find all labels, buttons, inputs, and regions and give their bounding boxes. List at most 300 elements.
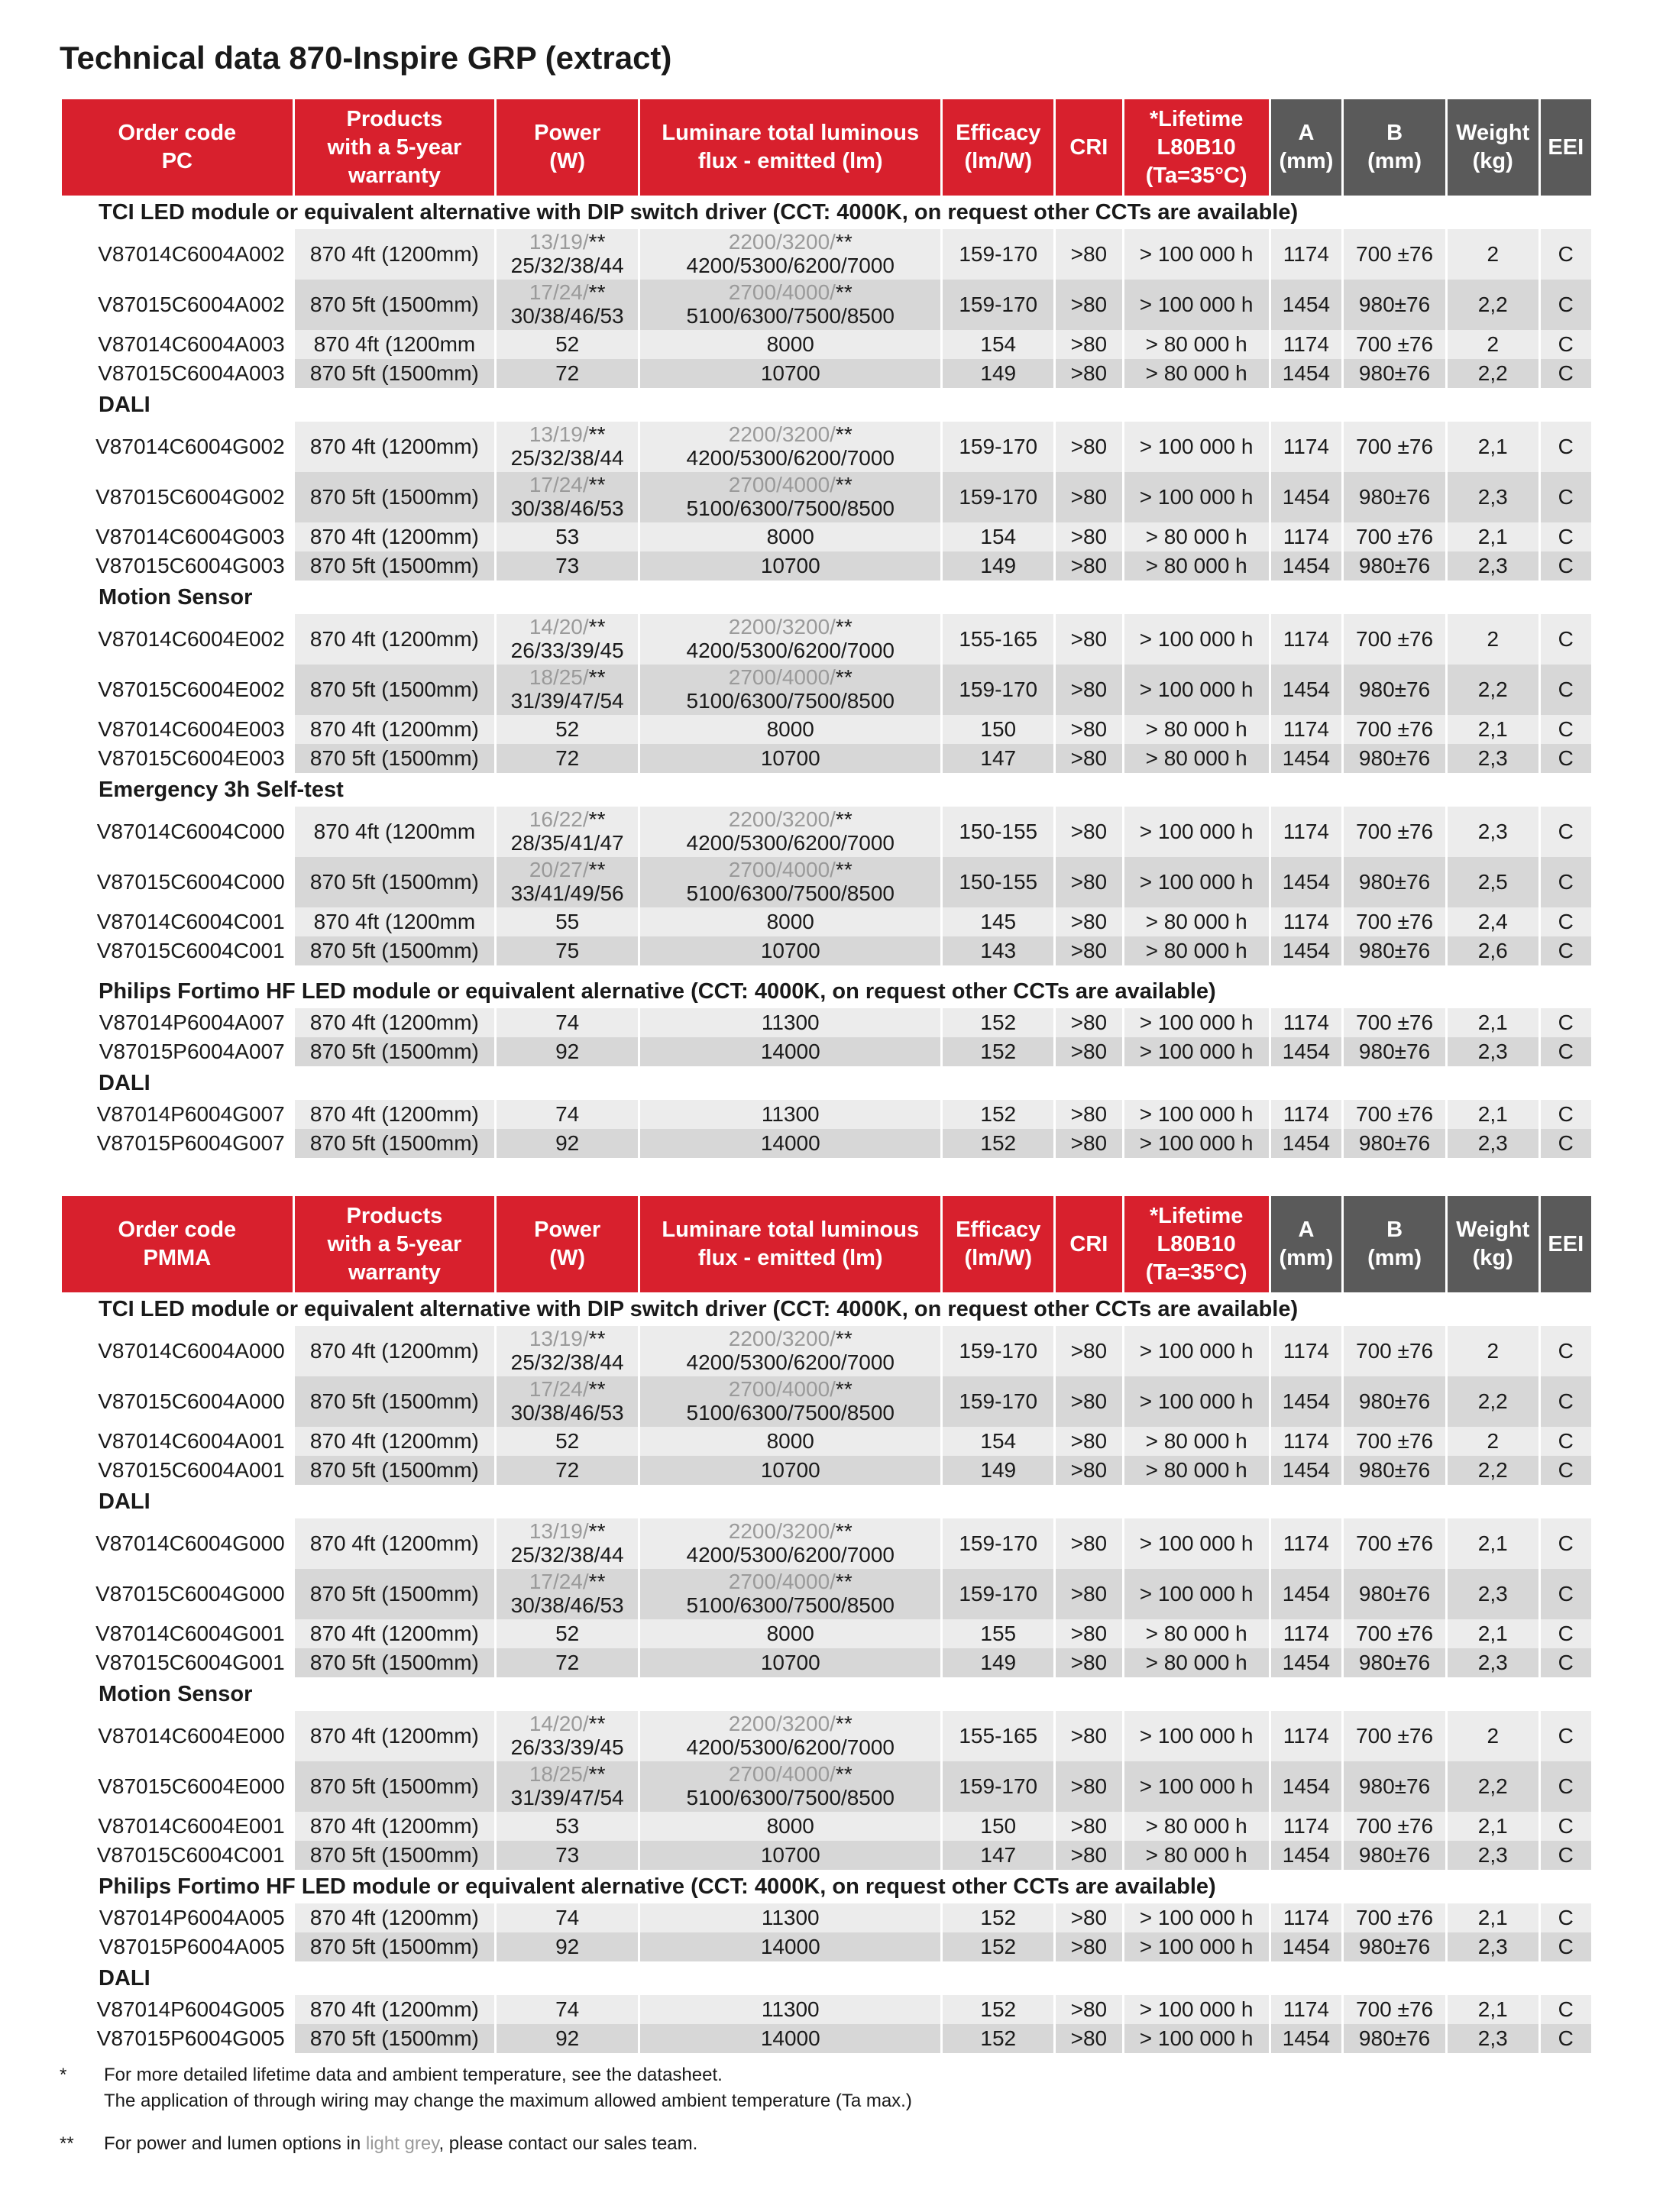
- order-code-cell: V87015C6004G002: [62, 472, 293, 522]
- technical-data-table-pc: [60, 99, 1593, 1158]
- flux-optional-marker: **: [835, 1327, 853, 1350]
- eei-cell: C: [1541, 1711, 1591, 1761]
- flux-optional-values: [642, 1570, 939, 1593]
- product-cell: 870 5ft (1500mm): [295, 1761, 494, 1812]
- efficacy-cell: 147: [943, 744, 1053, 773]
- power-optional-values: [498, 1763, 636, 1786]
- efficacy-cell: 155-165: [943, 1711, 1053, 1761]
- flux-optional-text: 2200/3200/: [728, 615, 836, 639]
- eei-cell: C: [1541, 1518, 1591, 1569]
- flux-cell: 10700: [640, 1456, 940, 1485]
- product-cell: 870 4ft (1200mm): [295, 229, 494, 280]
- lifetime-cell: > 80 000 h: [1124, 1812, 1269, 1841]
- eei-cell: C: [1541, 1812, 1591, 1841]
- col-efficacy-line: Efficacy: [956, 1218, 1041, 1242]
- cri-cell: >80: [1056, 1569, 1121, 1619]
- dimension-a-cell: 1174: [1271, 1326, 1342, 1376]
- dimension-b-cell: 700 ±76: [1344, 614, 1445, 665]
- eei-cell: C: [1541, 1569, 1591, 1619]
- eei-cell: C: [1541, 1903, 1591, 1932]
- product-cell: 870 5ft (1500mm): [295, 1569, 494, 1619]
- flux-optional-text: 2200/3200/: [728, 230, 836, 254]
- eei-cell: C: [1541, 614, 1591, 665]
- cri-cell: >80: [1056, 1100, 1121, 1129]
- col-power-line: (W): [549, 149, 585, 173]
- table-row: [62, 1995, 1591, 2024]
- flux-standard-values: 4200/5300/6200/7000: [686, 639, 895, 662]
- lifetime-cell: > 100 000 h: [1124, 665, 1269, 715]
- power-cell: 53: [497, 1812, 638, 1841]
- table-row: [62, 229, 1591, 280]
- dimension-b-cell: 980±76: [1344, 472, 1445, 522]
- power-optional-text: 18/25/: [529, 1762, 589, 1786]
- dimension-a-cell: 1454: [1271, 1376, 1342, 1427]
- section-title: Philips Fortimo HF LED module or equivalent alernative (CCT: 4000K, on request other CCTs are available): [62, 1870, 1591, 1903]
- efficacy-cell: 154: [943, 522, 1053, 551]
- flux-cell: 10700: [640, 936, 940, 965]
- table-row: [62, 857, 1591, 907]
- flux-cell: 10700: [640, 1648, 940, 1677]
- product-cell: 870 4ft (1200mm: [295, 907, 494, 936]
- flux-optional-values: [642, 474, 939, 496]
- dimension-b-cell: 980±76: [1344, 551, 1445, 580]
- order-code-cell: V87015C6004C001: [62, 936, 293, 965]
- eei-cell: C: [1541, 1995, 1591, 2024]
- power-optional-text: 17/24/: [529, 1377, 589, 1401]
- dimension-a-cell: 1454: [1271, 2024, 1342, 2053]
- dimension-a-cell: 1174: [1271, 229, 1342, 280]
- weight-cell: 2,1: [1448, 1008, 1538, 1037]
- power-cell: 92: [497, 1932, 638, 1961]
- dimension-a-cell: 1454: [1271, 1569, 1342, 1619]
- order-code-cell: V87015C6004C000: [62, 857, 293, 907]
- efficacy-cell: 159-170: [943, 665, 1053, 715]
- power-cell: [497, 1326, 638, 1376]
- dimension-a-cell: 1174: [1271, 330, 1342, 359]
- section-header-row: [62, 975, 1591, 1008]
- col-power-line: Power: [534, 121, 601, 145]
- product-cell: 870 4ft (1200mm): [295, 522, 494, 551]
- cri-cell: >80: [1056, 1619, 1121, 1648]
- flux-optional-values: [642, 1378, 939, 1401]
- flux-standard-values: 5100/6300/7500/8500: [686, 496, 895, 520]
- order-code-cell: V87014C6004A002: [62, 229, 293, 280]
- weight-cell: 2,1: [1448, 715, 1538, 744]
- col-eei: EEI: [1541, 99, 1591, 196]
- order-code-cell: V87015C6004A001: [62, 1456, 293, 1485]
- dimension-a-cell: 1454: [1271, 1129, 1342, 1158]
- col-power-line: Power: [534, 1218, 601, 1242]
- order-code-cell: V87015C6004E003: [62, 744, 293, 773]
- power-cell: 52: [497, 1427, 638, 1456]
- power-optional-text: 13/19/: [529, 1519, 589, 1543]
- dimension-a-cell: 1174: [1271, 715, 1342, 744]
- flux-optional-text: 2200/3200/: [728, 1712, 836, 1735]
- flux-standard-values: 4200/5300/6200/7000: [686, 831, 895, 855]
- cri-cell: >80: [1056, 907, 1121, 936]
- power-standard-values: 25/32/38/44: [510, 254, 624, 277]
- cri-cell: >80: [1056, 1812, 1121, 1841]
- power-cell: 52: [497, 1619, 638, 1648]
- power-optional-marker: **: [588, 280, 606, 304]
- weight-cell: 2: [1448, 1711, 1538, 1761]
- table-row: [62, 1427, 1591, 1456]
- weight-cell: 2,3: [1448, 1841, 1538, 1870]
- col-products-line: with a 5-year: [327, 1231, 462, 1256]
- efficacy-cell: 159-170: [943, 1761, 1053, 1812]
- weight-cell: 2,2: [1448, 1376, 1538, 1427]
- section-title: TCI LED module or equivalent alternative with DIP switch driver (CCT: 4000K, on request other CCTs are available): [62, 1292, 1591, 1326]
- section-header-row: [62, 773, 1591, 807]
- power-cell: 74: [497, 1008, 638, 1037]
- dimension-a-cell: 1454: [1271, 1841, 1342, 1870]
- col-a: [1271, 1196, 1342, 1292]
- lifetime-cell: > 100 000 h: [1124, 1326, 1269, 1376]
- power-optional-text: 17/24/: [529, 473, 589, 496]
- efficacy-cell: 154: [943, 330, 1053, 359]
- order-code-cell: V87014C6004E002: [62, 614, 293, 665]
- col-weight-line: Weight: [1456, 121, 1530, 145]
- lifetime-cell: > 100 000 h: [1124, 1037, 1269, 1066]
- lifetime-cell: > 80 000 h: [1124, 522, 1269, 551]
- efficacy-cell: 152: [943, 1995, 1053, 2024]
- cri-cell: >80: [1056, 1129, 1121, 1158]
- cri-cell: >80: [1056, 280, 1121, 330]
- table-row: [62, 1518, 1591, 1569]
- eei-cell: C: [1541, 1427, 1591, 1456]
- lifetime-cell: > 100 000 h: [1124, 1932, 1269, 1961]
- power-optional-values: [498, 808, 636, 831]
- power-cell: 72: [497, 359, 638, 388]
- flux-optional-text: 2700/4000/: [728, 1762, 836, 1786]
- lifetime-cell: > 80 000 h: [1124, 744, 1269, 773]
- col-efficacy-line: (lm/W): [964, 149, 1033, 173]
- eei-cell: C: [1541, 1129, 1591, 1158]
- eei-cell: C: [1541, 665, 1591, 715]
- power-optional-values: [498, 859, 636, 881]
- col-lifetime: [1124, 1196, 1269, 1292]
- eei-cell: C: [1541, 330, 1591, 359]
- dimension-b-cell: 980±76: [1344, 2024, 1445, 2053]
- cri-cell: >80: [1056, 1326, 1121, 1376]
- flux-optional-values: [642, 808, 939, 831]
- weight-cell: 2,5: [1448, 857, 1538, 907]
- col-a-line: (mm): [1279, 1246, 1334, 1270]
- flux-cell: 10700: [640, 359, 940, 388]
- power-cell: 74: [497, 1995, 638, 2024]
- eei-cell: C: [1541, 229, 1591, 280]
- table-row: [62, 1100, 1591, 1129]
- section-header-row: [62, 1961, 1591, 1995]
- power-cell: [497, 1518, 638, 1569]
- product-cell: 870 4ft (1200mm): [295, 715, 494, 744]
- power-standard-values: 25/32/38/44: [510, 1543, 624, 1567]
- power-optional-marker: **: [588, 422, 606, 446]
- dimension-a-cell: 1454: [1271, 1037, 1342, 1066]
- cri-cell: >80: [1056, 1841, 1121, 1870]
- weight-cell: 2,3: [1448, 1932, 1538, 1961]
- product-cell: 870 4ft (1200mm: [295, 330, 494, 359]
- dimension-b-cell: 700 ±76: [1344, 1995, 1445, 2024]
- flux-cell: 14000: [640, 1037, 940, 1066]
- dimension-b-cell: 700 ±76: [1344, 1711, 1445, 1761]
- power-optional-marker: **: [588, 1762, 606, 1786]
- flux-cell: 10700: [640, 744, 940, 773]
- footnote-marker: **: [60, 2133, 74, 2154]
- power-standard-values: 30/38/46/53: [510, 1401, 624, 1425]
- order-code-cell: V87014C6004G003: [62, 522, 293, 551]
- cri-cell: >80: [1056, 1376, 1121, 1427]
- flux-cell: [640, 857, 940, 907]
- weight-cell: 2,3: [1448, 1648, 1538, 1677]
- table-row: [62, 1648, 1591, 1677]
- flux-standard-values: 5100/6300/7500/8500: [686, 304, 895, 328]
- cri-cell: >80: [1056, 359, 1121, 388]
- power-optional-values: [498, 1520, 636, 1543]
- order-code-cell: V87015P6004G005: [62, 2024, 293, 2053]
- power-standard-values: 30/38/46/53: [510, 496, 624, 520]
- flux-cell: 10700: [640, 551, 940, 580]
- flux-optional-marker: **: [835, 1762, 853, 1786]
- weight-cell: 2: [1448, 229, 1538, 280]
- product-cell: 870 4ft (1200mm): [295, 1326, 494, 1376]
- product-cell: 870 4ft (1200mm: [295, 807, 494, 857]
- cri-cell: >80: [1056, 1037, 1121, 1066]
- flux-optional-text: 2200/3200/: [728, 1327, 836, 1350]
- col-weight-line: (kg): [1472, 1246, 1513, 1270]
- footnote-highlight: light grey: [365, 2133, 439, 2154]
- power-standard-values: 26/33/39/45: [510, 1735, 624, 1759]
- power-standard-values: 28/35/41/47: [510, 831, 624, 855]
- power-cell: 72: [497, 1648, 638, 1677]
- col-flux-line: flux - emitted (lm): [697, 149, 883, 173]
- power-optional-marker: **: [588, 1519, 606, 1543]
- col-cri: CRI: [1056, 99, 1121, 196]
- product-cell: 870 4ft (1200mm): [295, 614, 494, 665]
- flux-cell: 11300: [640, 1008, 940, 1037]
- section-header-row: [62, 580, 1591, 614]
- flux-cell: 11300: [640, 1903, 940, 1932]
- efficacy-cell: 152: [943, 1903, 1053, 1932]
- col-order-code-line: Order code: [118, 121, 237, 145]
- flux-cell: [640, 1761, 940, 1812]
- lifetime-cell: > 100 000 h: [1124, 1903, 1269, 1932]
- flux-optional-values: [642, 666, 939, 689]
- table-row: [62, 2024, 1591, 2053]
- flux-standard-values: 5100/6300/7500/8500: [686, 1401, 895, 1425]
- dimension-a-cell: 1174: [1271, 1100, 1342, 1129]
- lifetime-cell: > 100 000 h: [1124, 1008, 1269, 1037]
- efficacy-cell: 143: [943, 936, 1053, 965]
- col-lifetime-line: L80B10: [1157, 134, 1236, 160]
- col-order-code-line: PC: [161, 149, 193, 173]
- power-standard-values: 31/39/47/54: [510, 1786, 624, 1809]
- flux-cell: 8000: [640, 1427, 940, 1456]
- power-optional-values: [498, 281, 636, 304]
- weight-cell: 2,3: [1448, 1569, 1538, 1619]
- eei-cell: C: [1541, 1932, 1591, 1961]
- weight-cell: 2,1: [1448, 1812, 1538, 1841]
- product-cell: 870 5ft (1500mm): [295, 551, 494, 580]
- spacer-cell: [62, 965, 1591, 975]
- weight-cell: 2,2: [1448, 1761, 1538, 1812]
- lifetime-cell: > 100 000 h: [1124, 422, 1269, 472]
- power-standard-values: 31/39/47/54: [510, 689, 624, 713]
- cri-cell: >80: [1056, 1932, 1121, 1961]
- product-cell: 870 4ft (1200mm): [295, 1008, 494, 1037]
- section-header-row: [62, 388, 1591, 422]
- flux-standard-values: 5100/6300/7500/8500: [686, 689, 895, 713]
- flux-optional-values: [642, 1520, 939, 1543]
- power-cell: [497, 472, 638, 522]
- power-optional-marker: **: [588, 1377, 606, 1401]
- footnote-text: For power and lumen options in: [104, 2133, 366, 2154]
- col-b-line: (mm): [1367, 1246, 1422, 1270]
- dimension-a-cell: 1174: [1271, 907, 1342, 936]
- cri-cell: >80: [1056, 330, 1121, 359]
- dimension-b-cell: 980±76: [1344, 1761, 1445, 1812]
- col-order-code: [62, 1196, 293, 1292]
- dimension-a-cell: 1454: [1271, 280, 1342, 330]
- dimension-b-cell: 700 ±76: [1344, 807, 1445, 857]
- flux-cell: 8000: [640, 1619, 940, 1648]
- weight-cell: 2: [1448, 614, 1538, 665]
- flux-cell: 11300: [640, 1100, 940, 1129]
- weight-cell: 2,1: [1448, 1100, 1538, 1129]
- lifetime-cell: > 100 000 h: [1124, 614, 1269, 665]
- flux-optional-text: 2700/4000/: [728, 1377, 836, 1401]
- eei-cell: C: [1541, 2024, 1591, 2053]
- flux-cell: 11300: [640, 1995, 940, 2024]
- section-title: TCI LED module or equivalent alternative with DIP switch driver (CCT: 4000K, on request other CCTs are available): [62, 196, 1591, 229]
- dimension-a-cell: 1174: [1271, 422, 1342, 472]
- lifetime-cell: > 80 000 h: [1124, 1619, 1269, 1648]
- table-row: [62, 422, 1591, 472]
- eei-cell: C: [1541, 857, 1591, 907]
- eei-cell: C: [1541, 807, 1591, 857]
- dimension-a-cell: 1454: [1271, 1761, 1342, 1812]
- eei-cell: C: [1541, 472, 1591, 522]
- order-code-cell: V87014C6004E003: [62, 715, 293, 744]
- flux-optional-text: 2700/4000/: [728, 473, 836, 496]
- dimension-a-cell: 1454: [1271, 744, 1342, 773]
- efficacy-cell: 154: [943, 1427, 1053, 1456]
- table-row: [62, 1129, 1591, 1158]
- power-optional-text: 18/25/: [529, 665, 589, 689]
- flux-optional-marker: **: [835, 807, 853, 831]
- flux-optional-values: [642, 1763, 939, 1786]
- power-optional-values: [498, 474, 636, 496]
- dimension-a-cell: 1454: [1271, 936, 1342, 965]
- power-cell: 73: [497, 1841, 638, 1870]
- section-header-row: [62, 1066, 1591, 1100]
- dimension-b-cell: 980±76: [1344, 1841, 1445, 1870]
- efficacy-cell: 149: [943, 1456, 1053, 1485]
- table-row: [62, 522, 1591, 551]
- cri-cell: >80: [1056, 936, 1121, 965]
- weight-cell: 2,4: [1448, 907, 1538, 936]
- cri-cell: >80: [1056, 665, 1121, 715]
- flux-optional-text: 2700/4000/: [728, 665, 836, 689]
- dimension-a-cell: 1174: [1271, 1008, 1342, 1037]
- power-standard-values: 33/41/49/56: [510, 881, 624, 905]
- dimension-a-cell: 1454: [1271, 665, 1342, 715]
- flux-optional-text: 2700/4000/: [728, 1570, 836, 1593]
- eei-cell: C: [1541, 1008, 1591, 1037]
- dimension-a-cell: 1454: [1271, 1456, 1342, 1485]
- footnote-light-grey: [60, 2131, 912, 2157]
- flux-optional-marker: **: [835, 230, 853, 254]
- product-cell: 870 4ft (1200mm): [295, 1518, 494, 1569]
- col-products: [295, 1196, 494, 1292]
- order-code-cell: V87014C6004A000: [62, 1326, 293, 1376]
- cri-cell: >80: [1056, 744, 1121, 773]
- power-cell: [497, 665, 638, 715]
- order-code-cell: V87014P6004G007: [62, 1100, 293, 1129]
- section-header-row: [62, 1677, 1591, 1711]
- cri-cell: >80: [1056, 1008, 1121, 1037]
- order-code-cell: V87015P6004A005: [62, 1932, 293, 1961]
- dimension-b-cell: 700 ±76: [1344, 1100, 1445, 1129]
- power-optional-marker: **: [588, 473, 606, 496]
- footnote-marker: *: [60, 2065, 67, 2085]
- flux-optional-marker: **: [835, 1712, 853, 1735]
- footnote-lifetime: [60, 2062, 912, 2114]
- eei-cell: C: [1541, 1619, 1591, 1648]
- flux-optional-values: [642, 281, 939, 304]
- section-title: Motion Sensor: [62, 580, 1591, 614]
- order-code-cell: V87015C6004E002: [62, 665, 293, 715]
- power-cell: 52: [497, 715, 638, 744]
- lifetime-cell: > 80 000 h: [1124, 907, 1269, 936]
- power-optional-text: 13/19/: [529, 230, 589, 254]
- efficacy-cell: 159-170: [943, 472, 1053, 522]
- lifetime-cell: > 100 000 h: [1124, 1376, 1269, 1427]
- efficacy-cell: 159-170: [943, 280, 1053, 330]
- order-code-cell: V87014P6004A005: [62, 1903, 293, 1932]
- footnote-text: The application of through wiring may change the maximum allowed ambient temperature (Ta max.): [104, 2091, 912, 2111]
- section-title: DALI: [62, 1485, 1591, 1518]
- flux-cell: 14000: [640, 2024, 940, 2053]
- eei-cell: C: [1541, 1456, 1591, 1485]
- product-cell: 870 5ft (1500mm): [295, 280, 494, 330]
- table-row: [62, 1841, 1591, 1870]
- footnote-text: , please contact our sales team.: [438, 2133, 698, 2154]
- cri-cell: >80: [1056, 1648, 1121, 1677]
- weight-cell: 2,1: [1448, 522, 1538, 551]
- power-cell: [497, 614, 638, 665]
- lifetime-cell: > 100 000 h: [1124, 2024, 1269, 2053]
- table-row: [62, 1456, 1591, 1485]
- section-title: DALI: [62, 1961, 1591, 1995]
- table-row: [62, 1376, 1591, 1427]
- table-row: [62, 715, 1591, 744]
- cri-cell: >80: [1056, 1903, 1121, 1932]
- dimension-a-cell: 1454: [1271, 857, 1342, 907]
- section-title: DALI: [62, 1066, 1591, 1100]
- cri-cell: >80: [1056, 807, 1121, 857]
- eei-cell: C: [1541, 1376, 1591, 1427]
- order-code-cell: V87015C6004G000: [62, 1569, 293, 1619]
- power-optional-text: 14/20/: [529, 1712, 589, 1735]
- dimension-b-cell: 700 ±76: [1344, 229, 1445, 280]
- power-optional-marker: **: [588, 807, 606, 831]
- order-code-cell: V87015C6004C001: [62, 1841, 293, 1870]
- efficacy-cell: 159-170: [943, 1569, 1053, 1619]
- weight-cell: 2: [1448, 330, 1538, 359]
- order-code-cell: V87014C6004A003: [62, 330, 293, 359]
- col-flux: [640, 99, 940, 196]
